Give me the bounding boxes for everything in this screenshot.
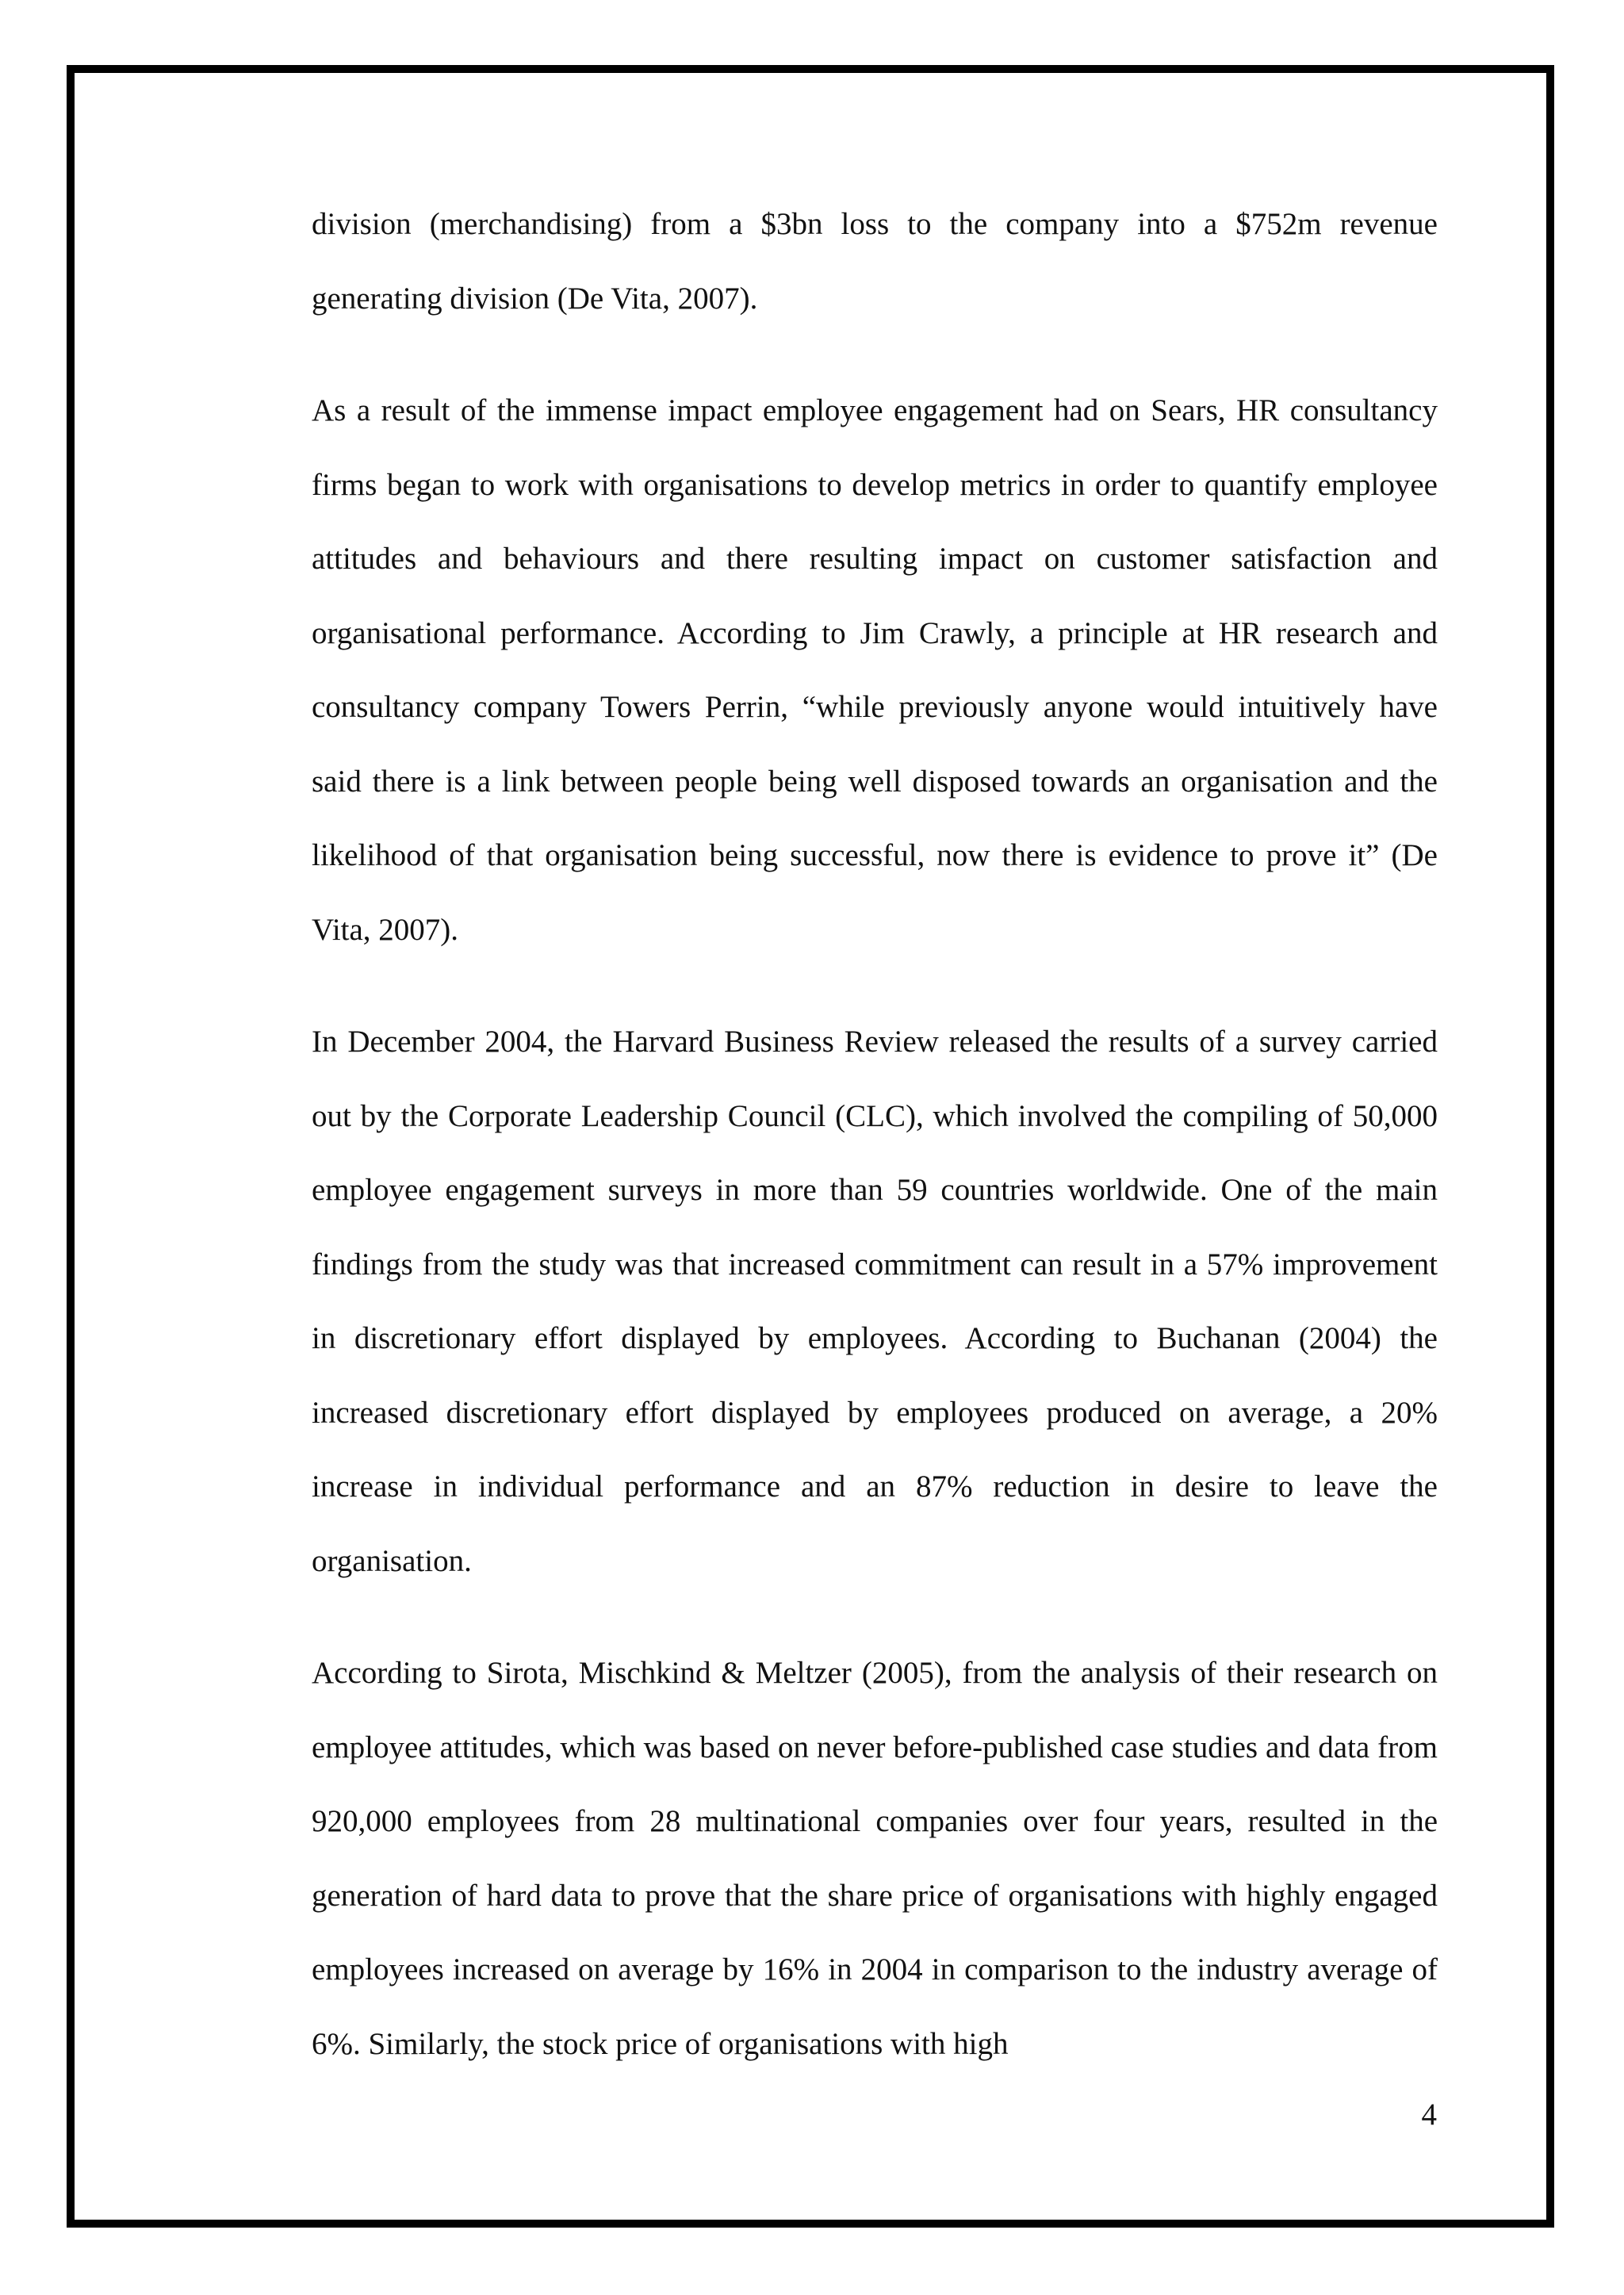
paragraph-harvard-survey: In December 2004, the Harvard Business Review released the results of a survey carried out by the Corporate Leadership Council (CLC), which involved the compiling of 50,000 employee engagement surveys in more than 59 countries worldwide. One of the main findings from the study was that increased commitment can result in a 57% improvement in discretionary effort displayed by employees. According to Buchanan (2004) the increased discretionary effort displayed by employees produced on average, a 20% increase in individual performance and an 87% reduction in desire to leave the organisation.: [312, 1025, 1438, 1578]
document-body: [312, 187, 1438, 2081]
page-number: 4: [1421, 2098, 1437, 2132]
paragraph-sears-division: division (merchandising) from a $3bn loss to the company into a $752m revenue generating division (De Vita, 2007).: [312, 207, 1438, 316]
paragraph-hr-consultancy: As a result of the immense impact employee engagement had on Sears, HR consultancy firms began to work with organisations to develop metrics in order to quantify employee attitudes and behaviours and there resulting impact on customer satisfaction and organisational performance. According to Jim Crawly, a principle at HR research and consultancy company Towers Perrin, “while previously anyone would intuitively have said there is a link between people being well disposed towards an organisation and the likelihood of that organisation being successful, now there is evidence to prove it” (De Vita, 2007).: [312, 393, 1438, 947]
paragraph-sirota-research: According to Sirota, Mischkind & Meltzer (2005), from the analysis of their research on employee attitudes, which was based on never before-published case studies and data from 920,000 employees from 28 multinational companies over four years, resulted in the generation of hard data to prove that the share price of organisations with highly engaged employees increased on average by 16% in 2004 in comparison to the industry average of 6%. Similarly, the stock price of organisations with high: [312, 1656, 1438, 2061]
